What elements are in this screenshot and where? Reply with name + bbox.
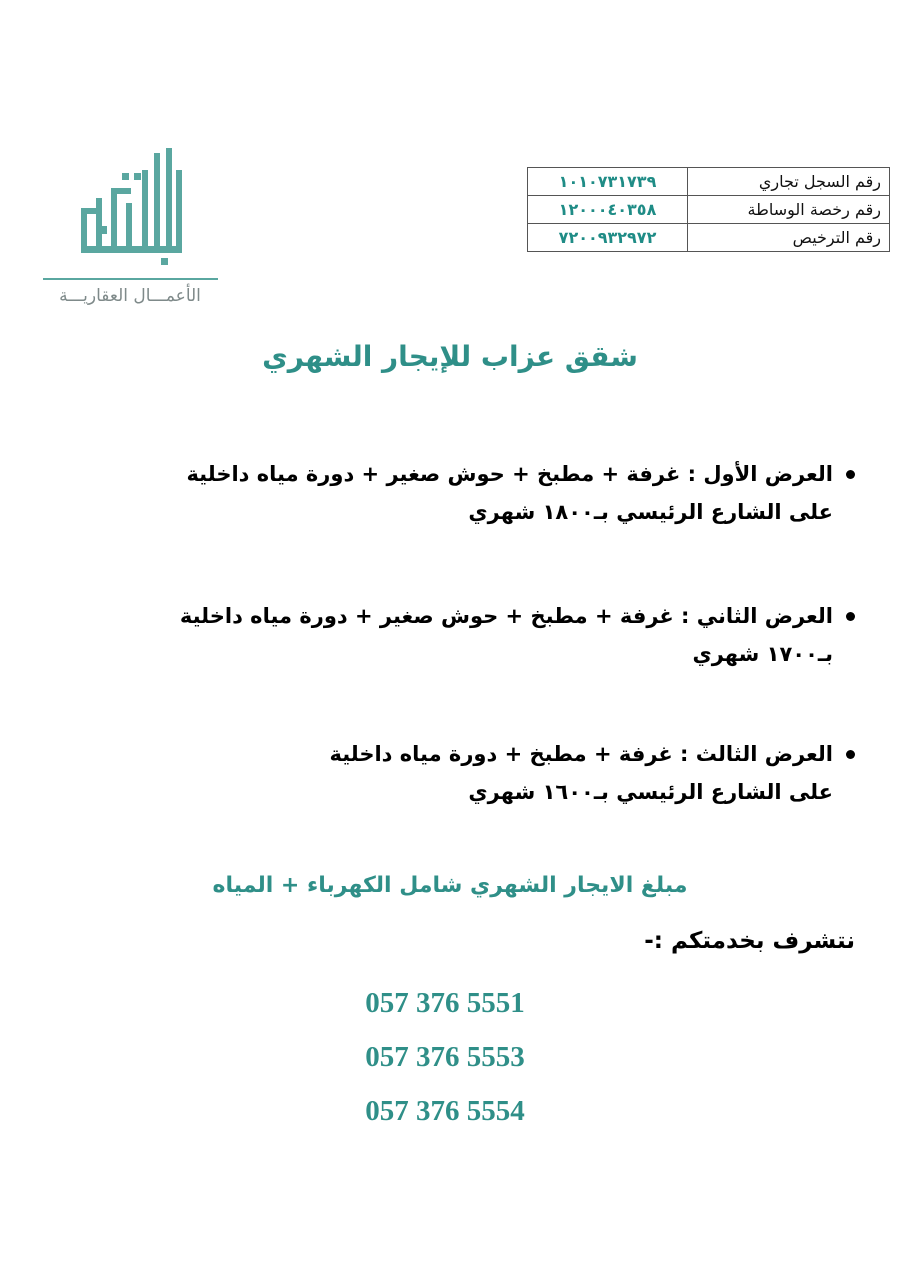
- bullet-icon: [846, 470, 855, 479]
- offer-price: على الشارع الرئيسي بـ١٨٠٠ شهري: [468, 500, 833, 524]
- page-title: شقق عزاب للإيجار الشهري: [262, 340, 638, 373]
- offer-price: بـ١٧٠٠ شهري: [692, 642, 833, 666]
- watermark-logo: [660, 1228, 900, 1288]
- company-logo: [40, 148, 220, 313]
- registration-label: رقم رخصة الوساطة: [688, 196, 890, 224]
- offer-description: العرض الثالث : غرفة + مطبخ + دورة مياه داخلية: [329, 742, 833, 766]
- registration-row: [528, 224, 890, 252]
- offer-line: [179, 597, 855, 635]
- offer-item: [179, 597, 855, 673]
- phone-list: [340, 980, 550, 1142]
- phone-number[interactable]: 057 376 5554: [365, 1095, 525, 1127]
- registration-row: [528, 196, 890, 224]
- offer-description: العرض الثاني : غرفة + مطبخ + حوش صغير + دورة مياه داخلية: [179, 604, 833, 628]
- offer-price: على الشارع الرئيسي بـ١٦٠٠ شهري: [468, 780, 833, 804]
- greeting-text: نتشرف بخدمتكم :-: [644, 928, 855, 954]
- logo-tagline: الأعمـــال العقاريـــة: [59, 286, 201, 306]
- offer-line: [215, 735, 855, 773]
- offer-item: [186, 455, 855, 531]
- bullet-icon: [846, 612, 855, 621]
- offer-item: [215, 735, 855, 811]
- registration-table: [527, 167, 890, 252]
- offer-line: [186, 455, 855, 493]
- registration-row: [528, 168, 890, 196]
- registration-value: ١٢٠٠٠٤٠٣٥٨: [528, 196, 688, 224]
- registration-value: ٧٢٠٠٩٣٢٩٧٢: [528, 224, 688, 252]
- logo-mark-icon: [76, 148, 186, 273]
- registration-value: ١٠١٠٧٣١٧٣٩: [528, 168, 688, 196]
- registration-label: رقم السجل تجاري: [688, 168, 890, 196]
- offer-description: العرض الأول : غرفة + مطبخ + حوش صغير + دورة مياه داخلية: [186, 462, 833, 486]
- bullet-icon: [846, 750, 855, 759]
- pricing-note: مبلغ الايجار الشهري شامل الكهرباء + المياه: [212, 873, 688, 898]
- phone-number[interactable]: 057 376 5551: [365, 987, 525, 1019]
- registration-label: رقم الترخيص: [688, 224, 890, 252]
- logo-divider: [43, 278, 218, 280]
- phone-number[interactable]: 057 376 5553: [365, 1041, 525, 1073]
